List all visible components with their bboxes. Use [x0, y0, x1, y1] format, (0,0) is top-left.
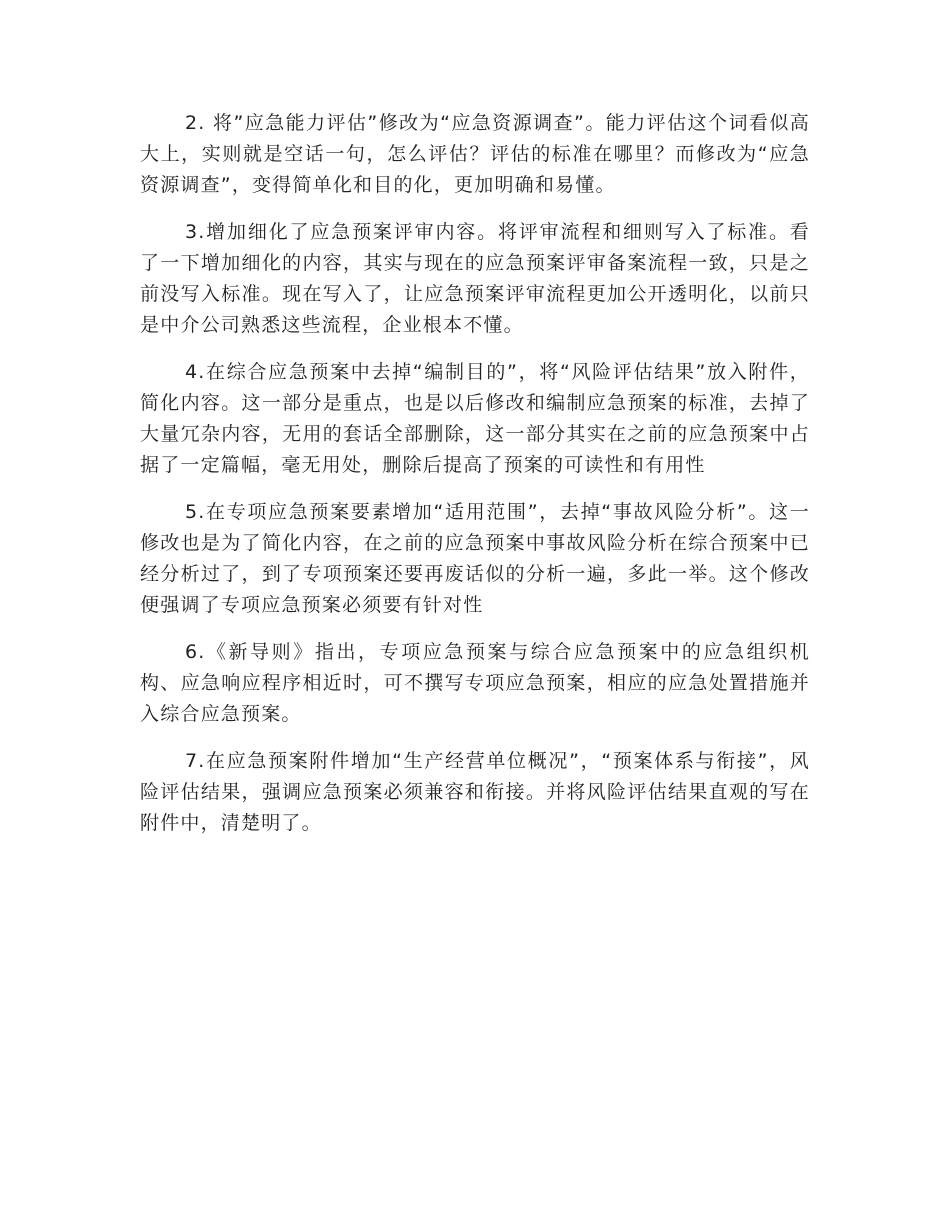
paragraph-item-6: 6.《新导则》指出，专项应急预案与综合应急预案中的应急组织机构、应急响应程序相近时，可不撰写专项应急预案，相应的应急处置措施并入综合应急预案。 — [140, 641, 810, 725]
document-body — [140, 108, 810, 855]
paragraph-item-4: 4.在综合应急预案中去掉“编制目的”，将“风险评估结果”放入附件，简化内容。这一部分是重点，也是以后修改和编制应急预案的标准，去掉了大量冗杂内容，无用的套话全部删除，这一部分其实在之前的应急预案中占据了一定篇幅，毫无用处，删除后提高了预案的可读性和有用性 — [140, 361, 810, 476]
paragraph-item-5: 5.在专项应急预案要素增加“适用范围”，去掉“事故风险分析”。这一修改也是为了简化内容，在之前的应急预案中事故风险分析在综合预案中已经分析过了，到了专项预案还要再废话似的分析一遍，多此一举。这个修改便强调了专项应急预案必须要有针对性 — [140, 501, 810, 616]
paragraph-item-7: 7.在应急预案附件增加“生产经营单位概况”，“预案体系与衔接”，风险评估结果，强调应急预案必须兼容和衔接。并将风险评估结果直观的写在附件中，清楚明了。 — [140, 750, 810, 834]
paragraph-item-2: 2. 将”应急能力评估”修改为“应急资源调查”。能力评估这个词看似高大上，实则就是空话一句，怎么评估？评估的标准在哪里？而修改为“应急资源调查”，变得简单化和目的化，更加明确和易懂。 — [140, 112, 810, 196]
paragraph-item-3: 3.增加细化了应急预案评审内容。将评审流程和细则写入了标准。看了一下增加细化的内容，其实与现在的应急预案评审备案流程一致，只是之前没写入标准。现在写入了，让应急预案评审流程更加公开透明化，以前只是中介公司熟悉这些流程，企业根本不懂。 — [140, 221, 810, 336]
